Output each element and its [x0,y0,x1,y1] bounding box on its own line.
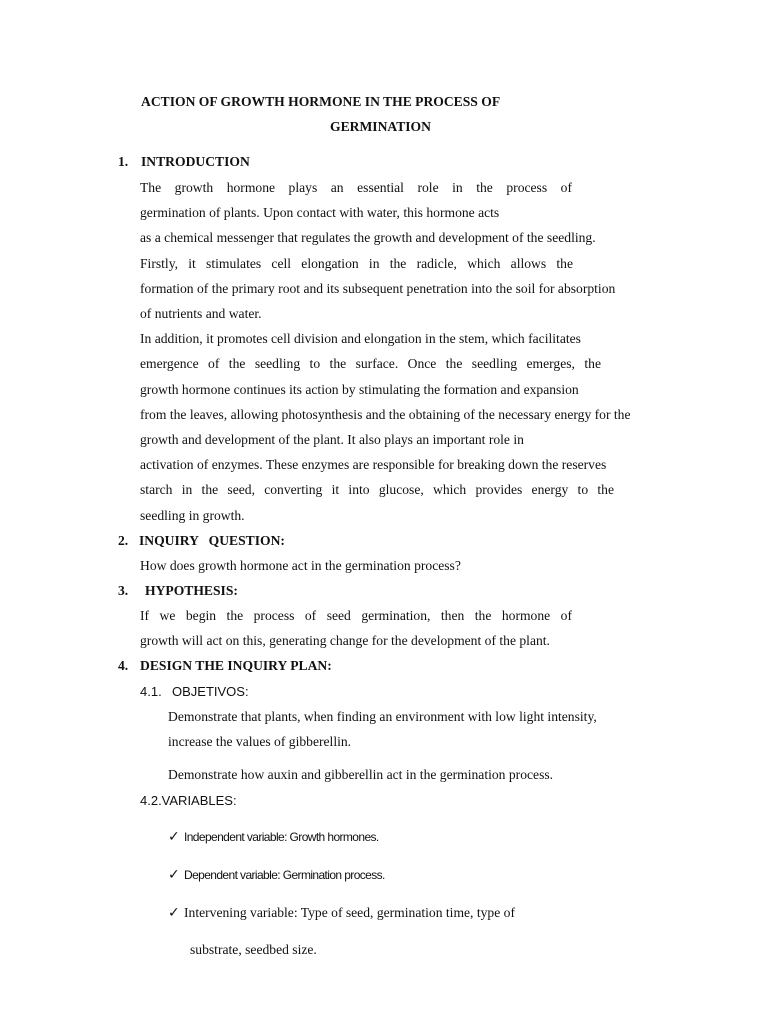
intro-line: emergence of the seedling to the surface. Once the seedling emerges, the [140,356,601,371]
objective-line: Demonstrate that plants, when finding an environment with low light intensity, [168,709,597,724]
section-1-number: 1. [118,154,129,169]
checkmark-icon: ✓ [168,905,180,921]
intro-line: Firstly, it stimulates cell elongation in the radicle, which allows the [140,256,573,271]
intro-line: activation of enzymes. These enzymes are responsible for breaking down the reserves [140,457,607,472]
variable-item-intervening-continuation: substrate, seedbed size. [190,942,317,957]
section-2-heading: INQUIRY QUESTION: [139,533,285,548]
intro-line: from the leaves, allowing photosynthesis and the obtaining of the necessary energy for the [140,407,631,422]
intro-line: growth hormone continues its action by stimulating the formation and expansion [140,382,579,397]
hypothesis-line: growth will act on this, generating change for the development of the plant. [140,633,550,648]
section-3-heading: HYPOTHESIS: [145,583,238,598]
section-3-number: 3. [118,583,129,598]
checkmark-icon: ✓ [168,867,180,883]
document-title-line-1: ACTION OF GROWTH HORMONE IN THE PROCESS OF [141,94,501,109]
intro-line: growth and development of the plant. It also plays an important role in [140,432,524,447]
inquiry-question-text: How does growth hormone act in the germination process? [140,558,461,573]
subsection-4-1-label: 4.1. [140,684,162,699]
intro-line: as a chemical messenger that regulates the growth and development of the seedling. [140,230,596,245]
intro-line: The growth hormone plays an essential role in the process of [140,180,572,195]
intro-line: seedling in growth. [140,508,245,523]
intro-line: germination of plants. Upon contact with water, this hormone acts [140,205,500,220]
variable-item-dependent: Dependent variable: Germination process. [184,868,385,882]
section-4-number: 4. [118,658,129,673]
intro-line: starch in the seed, converting it into glucose, which provides energy to the [140,482,614,497]
objective-line: Demonstrate how auxin and gibberellin act in the germination process. [168,767,554,782]
checkmark-icon: ✓ [168,829,180,845]
hypothesis-line: If we begin the process of seed germination, then the hormone of [140,608,572,623]
variable-item-independent: Independent variable: Growth hormones. [184,830,379,844]
section-2-number: 2. [118,533,129,548]
intro-line: In addition, it promotes cell division and elongation in the stem, which facilitates [140,331,581,346]
intro-line: of nutrients and water. [140,306,262,321]
objective-line: increase the values of gibberellin. [168,734,352,749]
section-4-heading: DESIGN THE INQUIRY PLAN: [140,658,332,673]
variable-item-intervening: Intervening variable: Type of seed, germination time, type of [184,905,515,920]
subsection-4-1-heading: OBJETIVOS: [172,684,249,699]
section-1-heading: INTRODUCTION [141,154,250,169]
subsection-4-2-label: 4.2.VARIABLES: [140,793,237,808]
intro-line: formation of the primary root and its subsequent penetration into the soil for absorption [140,281,616,296]
document-title-line-2: GERMINATION [330,119,431,134]
